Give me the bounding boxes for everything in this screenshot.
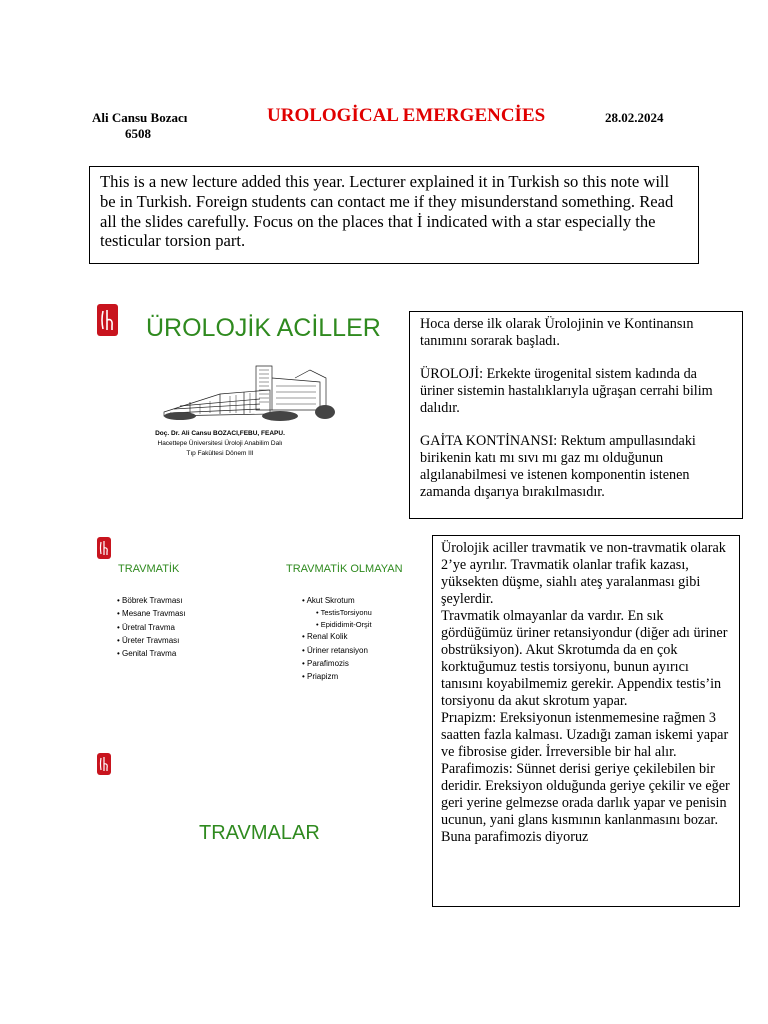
hacettepe-logo-icon [97,753,111,775]
presenter-name: Doç. Dr. Ali Cansu BOZACI,FEBU, FEAPU. [155,430,285,437]
intro-note-box: This is a new lecture added this year. Lecturer explained it in Turkish so this note will be in Turkish. Foreign students can contact me if they misunderstand something. Read all the slides carefully. Focus on the places that İ indicated with a star especially the testicular torsion part. [89,166,699,264]
list-item: • Üretral Travma [117,621,186,634]
hospital-building-sketch [160,364,340,424]
sub-list-item: • Epididimit-Orşit [302,619,372,631]
slide-title-travmalar: TRAVMALAR [199,822,320,844]
list-item: • Akut Skrotum [302,594,372,607]
list-item: • Renal Kolik [302,630,372,643]
presenter-course: Tıp Fakültesi Dönem III [186,450,254,457]
note-paragraph: Travmatik olmayanlar da vardır. En sık gördüğümüz üriner retansiyondur (diğer adı üriner obstrüksiyon). Akut Skrotumda da en çok korktuğumuz testis torsiyonu, bunun ayırıcı tanısını koyabilmemiz gerekir. Appendix testis’in torsiyonu da akut skrotum yapar. [441,608,728,709]
list-item: • Böbrek Travması [117,594,186,607]
column-title-travmatik: TRAVMATİK [118,563,180,575]
list-item: • Üriner retansiyon [302,644,372,657]
note-paragraph: GAİTA KONTİNANSI: Rektum ampullasındaki birikenin katı mı sıvı mı gaz mı olduğunun algılanabilmesi ve istenen komponentin istenen zamanda dışarıya bırakılmasıdır. [420,433,696,500]
document-date: 28.02.2024 [605,110,664,125]
logo-glyph [97,537,111,559]
student-number: 6508 [125,126,151,141]
author-name: Ali Cansu Bozacı [92,110,188,125]
note-paragraph: Prıapizm: Ereksiyonun istenmemesine rağmen 3 saatten fazla kalması. Uzadığı zaman iskemi yapar ve fibrosise gider. İrreversible bir hal alır. [441,710,729,760]
logo-glyph [97,304,118,336]
presenter-department: Hacettepe Üniversitesi Üroloji Anabilim Dalı [157,440,283,447]
note-paragraph: ÜROLOJİ: Erkekte ürogenital sistem kadında da üriner sistemin hastalıklarıyla uğraşan cerrahi bilim dalıdır. [420,366,713,416]
logo-glyph [97,753,111,775]
note-paragraph: Parafimozis: Sünnet derisi geriye çekilebilen bir deridir. Ereksiyon olduğunda geriye çekilir ve eğer geri yerine gelmezse orada darlık yapar ve penisin ucunun, yani glans kısmının kanlanmasını bozar. Buna parafimozis diyoruz [441,761,730,845]
document-title: UROLOGİCAL EMERGENCİES [267,105,546,126]
column-title-travmatik-olmayan: TRAVMATİK OLMAYAN [286,563,403,575]
list-item: • Parafimozis [302,657,372,670]
note-paragraph: Ürolojik aciller travmatik ve non-travmatik olarak 2’ye ayrılır. Travmatik olanlar trafik kazası, yüksekten düşme, siahlı ateş yaralanması gibi şeylerdir. [441,540,726,607]
list-item: • Priapizm [302,670,372,683]
slide-title-urolojik-aciller: ÜROLOJİK ACİLLER [146,314,381,342]
presenter-block [140,429,300,459]
travmatik-olmayan-list [302,594,372,683]
note-paragraph: Hoca derse ilk olarak Ürolojinin ve Kontinansın tanımını sorarak başladı. [420,316,694,349]
hacettepe-logo-icon [97,537,111,559]
sub-list-item: • TestisTorsiyonu [302,607,372,619]
definitions-note-box [409,311,743,519]
travmatik-list [117,594,186,660]
hacettepe-logo-icon [97,304,118,336]
list-item: • Mesane Travması [117,607,186,620]
list-item: • Genital Travma [117,647,186,660]
list-item: • Üreter Travması [117,634,186,647]
emergencies-note-box [432,535,740,907]
